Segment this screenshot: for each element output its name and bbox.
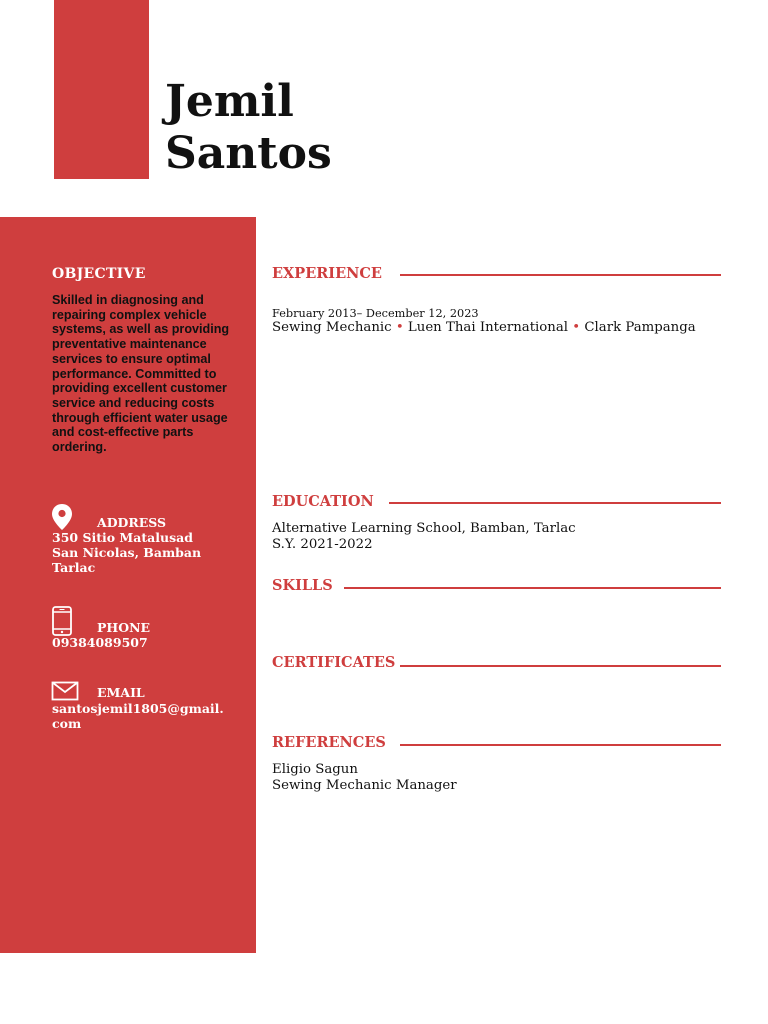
education-school: Alternative Learning School, Bamban, Tarlac — [272, 521, 576, 536]
certificates-rule — [400, 665, 721, 667]
skills-heading: SKILLS — [272, 577, 333, 594]
address-line: Tarlac — [52, 560, 96, 575]
experience-rule — [400, 274, 721, 276]
header-accent-block — [54, 0, 149, 179]
education-rule — [389, 502, 721, 504]
experience-heading: EXPERIENCE — [272, 265, 382, 282]
address-value — [52, 530, 242, 575]
objective-heading: OBJECTIVE — [52, 266, 146, 282]
references-rule — [400, 744, 721, 746]
experience-date: February 2013– December 12, 2023 — [272, 307, 479, 320]
sidebar — [0, 217, 256, 953]
email-value: santosjemil1805@gmail.com — [52, 701, 224, 731]
references-heading: REFERENCES — [272, 734, 386, 751]
reference-title: Sewing Mechanic Manager — [272, 778, 457, 793]
education-heading: EDUCATION — [272, 493, 374, 510]
phone-label: PHONE — [97, 620, 151, 635]
address-line: San Nicolas, Bamban — [52, 545, 202, 560]
separator-dot: • — [572, 320, 581, 335]
education-year: S.Y. 2021-2022 — [272, 537, 373, 552]
phone-value: 09384089507 — [52, 635, 148, 650]
separator-dot: • — [395, 320, 404, 335]
address-label: ADDRESS — [97, 515, 167, 530]
last-name: Santos — [165, 128, 332, 179]
skills-rule — [344, 587, 721, 589]
certificates-heading: CERTIFICATES — [272, 654, 396, 671]
candidate-name — [165, 76, 332, 180]
address-line: 350 Sitio Matalusad — [52, 530, 193, 545]
email-label: EMAIL — [97, 685, 145, 700]
experience-company: Luen Thai International — [407, 320, 569, 335]
experience-role: Sewing Mechanic — [272, 320, 392, 335]
experience-details — [272, 320, 696, 336]
objective-text: Skilled in diagnosing and repairing complex vehicle systems, as well as providing preventative maintenance services to ensure optimal performance. Committed to providing excellent customer service and reducing costs through efficient water usage and cost-effective parts ordering. — [52, 293, 230, 455]
experience-location: Clark Pampanga — [584, 320, 696, 335]
reference-name: Eligio Sagun — [272, 762, 358, 777]
first-name: Jemil — [165, 76, 294, 127]
